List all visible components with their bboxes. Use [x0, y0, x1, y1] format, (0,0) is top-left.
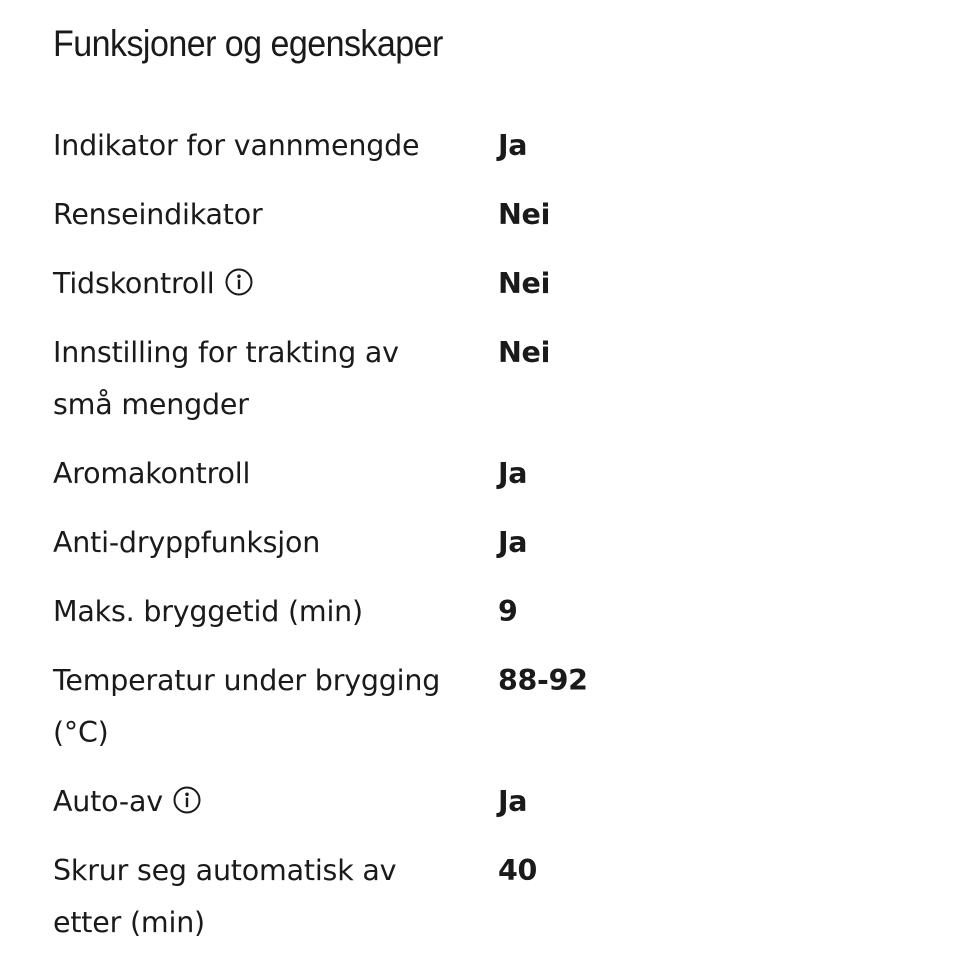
spec-row-brew-time — [53, 578, 933, 647]
spec-row-timer — [53, 250, 933, 319]
spec-value: Ja — [498, 526, 528, 559]
spec-value: 40 — [498, 854, 538, 887]
spec-value: 88-92 — [498, 664, 588, 697]
spec-value: Ja — [498, 129, 528, 162]
spec-row-water-indicator — [53, 112, 933, 181]
spec-row-aroma — [53, 440, 933, 509]
spec-row-auto-off — [53, 768, 933, 837]
spec-value: 9 — [498, 595, 518, 628]
spec-row-anti-drip — [53, 509, 933, 578]
info-circle-icon[interactable] — [173, 786, 201, 814]
spec-row-auto-off-after — [53, 837, 933, 958]
spec-value: Nei — [498, 198, 551, 231]
spec-label: Anti-dryppfunksjon — [53, 526, 321, 559]
spec-label: Innstilling for trakting av små mengder — [53, 336, 399, 421]
spec-value: Ja — [498, 457, 528, 490]
info-circle-icon[interactable] — [225, 268, 253, 296]
spec-value: Nei — [498, 267, 551, 300]
spec-label: Maks. bryggetid (min) — [53, 595, 363, 628]
spec-value: Ja — [498, 785, 528, 818]
spec-label: Skrur seg automatisk av etter (min) — [53, 854, 397, 939]
spec-row-temperature — [53, 647, 933, 768]
spec-list — [53, 112, 933, 958]
spec-row-small-amounts — [53, 319, 933, 440]
spec-label: Temperatur under brygging (°C) — [53, 664, 441, 749]
spec-label: Renseindikator — [53, 198, 263, 231]
spec-value: Nei — [498, 336, 551, 369]
section-title: Funksjoner og egenskaper — [53, 23, 443, 64]
spec-label: Tidskontroll — [53, 258, 458, 310]
spec-label: Aromakontroll — [53, 457, 251, 490]
spec-label: Indikator for vannmengde — [53, 129, 420, 162]
spec-row-clean-indicator — [53, 181, 933, 250]
features-section — [53, 0, 933, 939]
spec-label: Auto-av — [53, 776, 458, 828]
